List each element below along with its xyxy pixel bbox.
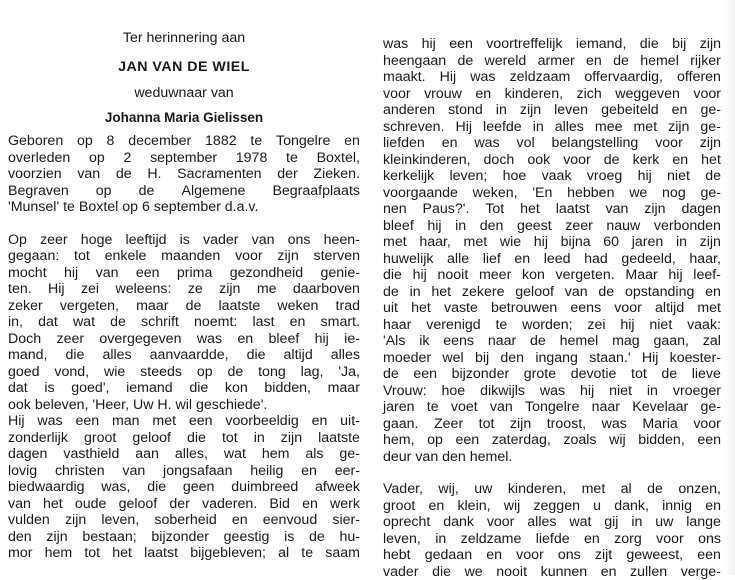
body-paragraph-right <box>383 36 721 465</box>
closing-line: leven, in zeldzame liefde en zorg voor ons <box>383 531 721 548</box>
page-edge-shadow <box>725 0 735 575</box>
closing-line: vader die we nooit kunnen en zullen verge- <box>383 564 721 580</box>
body-line: was hij een voortreffelijk iemand, die bij zijn <box>383 36 721 53</box>
body-line: huwelijk alle lief en leed had gedeeld, haar, <box>383 251 721 268</box>
body-line: mor hem tot het laatst bijgebleven; al te saam <box>8 545 360 562</box>
body-line: gaan. Zeer tot zijn troost, was Maria voor <box>383 416 721 433</box>
bio-paragraph <box>8 133 360 216</box>
body-line: goed vond, wie steeds op de tong lag, 'Ja, <box>8 364 360 381</box>
body-line: Doch zeer overgegeven was en bleef hij ie- <box>8 331 360 348</box>
closing-line: Vader, wij, uw kinderen, met al de onzen, <box>383 481 721 498</box>
left-column <box>8 30 360 562</box>
intro-text: Ter herinnering aan <box>8 30 360 47</box>
body-line: bleef hij in den geest zeer nauw verbonden <box>383 218 721 235</box>
spouse-name: Johanna Maria Gielissen <box>8 110 360 127</box>
deceased-name: JAN VAN DE WIEL <box>8 59 360 76</box>
closing-paragraph <box>383 481 721 580</box>
body-line: mocht hij van een prima gezondheid genie- <box>8 265 360 282</box>
body-line: biedwaardig was, die geen duimbreed afweek <box>8 479 360 496</box>
body-line: de in het zekere geloof van de opstanding en <box>383 284 721 301</box>
body-line: ten. Hij zei weleens: ze zijn me daarboven <box>8 281 360 298</box>
body-paragraph-left <box>8 232 360 562</box>
body-line: Hij was een man met een voorbeeldig en uit- <box>8 413 360 430</box>
body-line: van het oude geloof der vaderen. Bid en werk <box>8 496 360 513</box>
closing-line: groot en klein, wij zeggen u dank, innig en <box>383 498 721 515</box>
body-line: gegaan: tot enkele maanden voor zijn sterven <box>8 248 360 265</box>
body-line: liefden en was vol belangstelling voor zijn <box>383 135 721 152</box>
closing-line: oprecht dank voor alles wat gij in uw lange <box>383 514 721 531</box>
bio-line: Geboren op 8 december 1882 te Tongelre en <box>8 133 360 150</box>
body-line: maakt. Hij was zeldzaam offervaardig, offeren <box>383 69 721 86</box>
body-line: moeder wel bij den ingang staan.' Hij koester- <box>383 350 721 367</box>
bio-line: Begraven op de Algemene Begraafplaats <box>8 183 360 200</box>
body-line: heengaan de wereld armer en de hemel rijker <box>383 53 721 70</box>
body-line: vulden zijn leven, soberheid en eenvoud sier- <box>8 512 360 529</box>
body-line: nen Paus?'. Tot het laatst van zijn dagen <box>383 201 721 218</box>
right-column <box>383 36 721 580</box>
body-line: met haar, met wie hij bijna 60 jaren in zijn <box>383 234 721 251</box>
body-line: de een bijzonder grote devotie tot de lieve <box>383 366 721 383</box>
relation-text: weduwnaar van <box>8 85 360 102</box>
bio-line: voorzien van de H. Sacramenten der Zieken. <box>8 166 360 183</box>
body-line: dat is goed', iemand die kon bidden, maar <box>8 380 360 397</box>
body-line: kleinkinderen, doch ook voor de kerk en het <box>383 152 721 169</box>
body-line: kerkelijk leven; hoe vaak vroeg hij niet de <box>383 168 721 185</box>
body-line: voorgaande weken, 'En hebben we nog ge- <box>383 185 721 202</box>
body-line: hem, op een zaterdag, zoals wij bidden, een <box>383 432 721 449</box>
body-line: anderen stond in zijn leven gebeiteld en ge- <box>383 102 721 119</box>
body-line: uit het vaste betrouwen eens voor altijd met <box>383 300 721 317</box>
body-line: zeker vergeten, maar de laatste weken trad <box>8 298 360 315</box>
body-line: mand, die alles aanvaardde, die altijd alles <box>8 347 360 364</box>
body-line: die hij nooit meer kon vergeten. Maar hij leef- <box>383 267 721 284</box>
body-line: zonderlijk groot geloof die tot in zijn laatste <box>8 430 360 447</box>
body-line: den zijn bestaan; bijzonder geestig is de hu- <box>8 529 360 546</box>
body-line: dagen vasthield aan alles, wat hem als ge- <box>8 446 360 463</box>
body-line: schreven. Hij leefde in alles mee met zijn ge- <box>383 119 721 136</box>
body-line: Op zeer hoge leeftijd is vader van ons heen- <box>8 232 360 249</box>
body-line: haar verenigd te worden; zei hij niet vaak: <box>383 317 721 334</box>
body-line: deur van den hemel. <box>383 449 721 466</box>
body-line: in, dat wat de schrift noemt: last en smart. <box>8 314 360 331</box>
body-line: ook beleven, 'Heer, Uw H. wil geschiede'. <box>8 397 360 414</box>
body-line: jaren te voet van Tongelre naar Kevelaar ge- <box>383 399 721 416</box>
body-line: lovig christen van jongsafaan heilig en eer- <box>8 463 360 480</box>
bio-line: 'Munsel' te Boxtel op 6 september d.a.v. <box>8 199 360 216</box>
body-line: Vrouw: hoe dikwijls was hij niet in vroeger <box>383 383 721 400</box>
body-line: 'Als ik eens naar de hemel mag gaan, zal <box>383 333 721 350</box>
body-line: voor vrouw en kinderen, zich weggeven voor <box>383 86 721 103</box>
closing-line: hebt gedaan en voor ons zijt geweest, een <box>383 547 721 564</box>
bio-line: overleden op 2 september 1978 te Boxtel, <box>8 150 360 167</box>
